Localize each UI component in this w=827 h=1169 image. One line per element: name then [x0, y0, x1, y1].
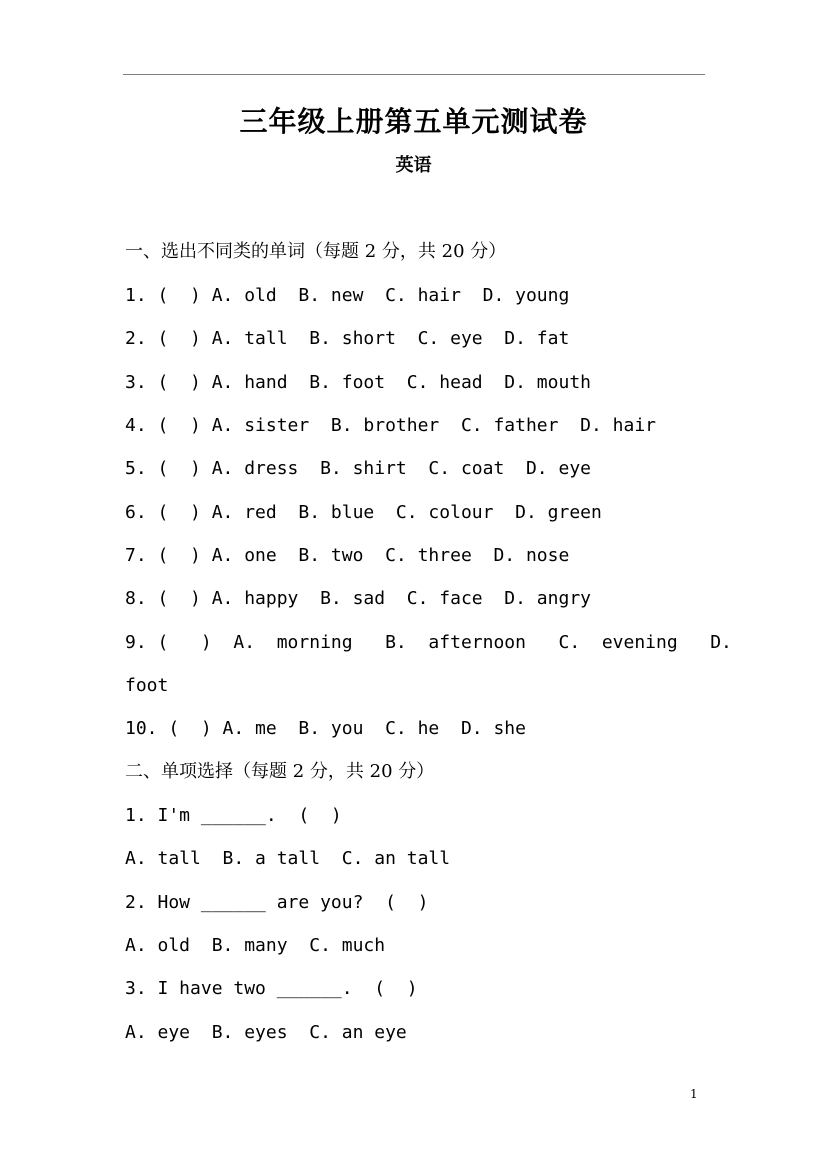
page-subtitle: 英语: [395, 155, 432, 176]
section-heading-2: 二、单项选择（每题 2 分，共 20 分）: [125, 761, 435, 782]
question-line: 2. How ______ are you? ( ): [125, 892, 429, 913]
answer-options-line: A. old B. many C. much: [125, 935, 386, 956]
answer-options-line: A. eye B. eyes C. an eye: [125, 1022, 407, 1043]
question-line: 6. ( ) A. red B. blue C. colour D. green: [125, 502, 602, 523]
question-line: 8. ( ) A. happy B. sad C. face D. angry: [125, 588, 591, 609]
question-line: 5. ( ) A. dress B. shirt C. coat D. eye: [125, 458, 591, 479]
question-line: 7. ( ) A. one B. two C. three D. nose: [125, 545, 570, 566]
question-line: 3. I have two ______. ( ): [125, 978, 418, 999]
header-rule: [123, 74, 705, 75]
question-line-continuation: foot: [125, 675, 169, 696]
question-line: 2. ( ) A. tall B. short C. eye D. fat: [125, 328, 570, 349]
question-line: 3. ( ) A. hand B. foot C. head D. mouth: [125, 372, 591, 393]
section-heading-1: 一、选出不同类的单词（每题 2 分，共 20 分）: [125, 241, 507, 262]
page-title: 三年级上册第五单元测试卷: [239, 105, 588, 138]
answer-options-line: A. tall B. a tall C. an tall: [125, 848, 451, 869]
question-line: 9. ( ) A. morning B. afternoon C. evening D.: [125, 632, 732, 653]
question-line: 1. I'm ______. ( ): [125, 805, 342, 826]
question-line: 1. ( ) A. old B. new C. hair D. young: [125, 285, 570, 306]
page-number: 1: [690, 1087, 698, 1101]
question-line: 10. ( ) A. me B. you C. he D. she: [125, 718, 526, 739]
question-line: 4. ( ) A. sister B. brother C. father D. hair: [125, 415, 657, 436]
